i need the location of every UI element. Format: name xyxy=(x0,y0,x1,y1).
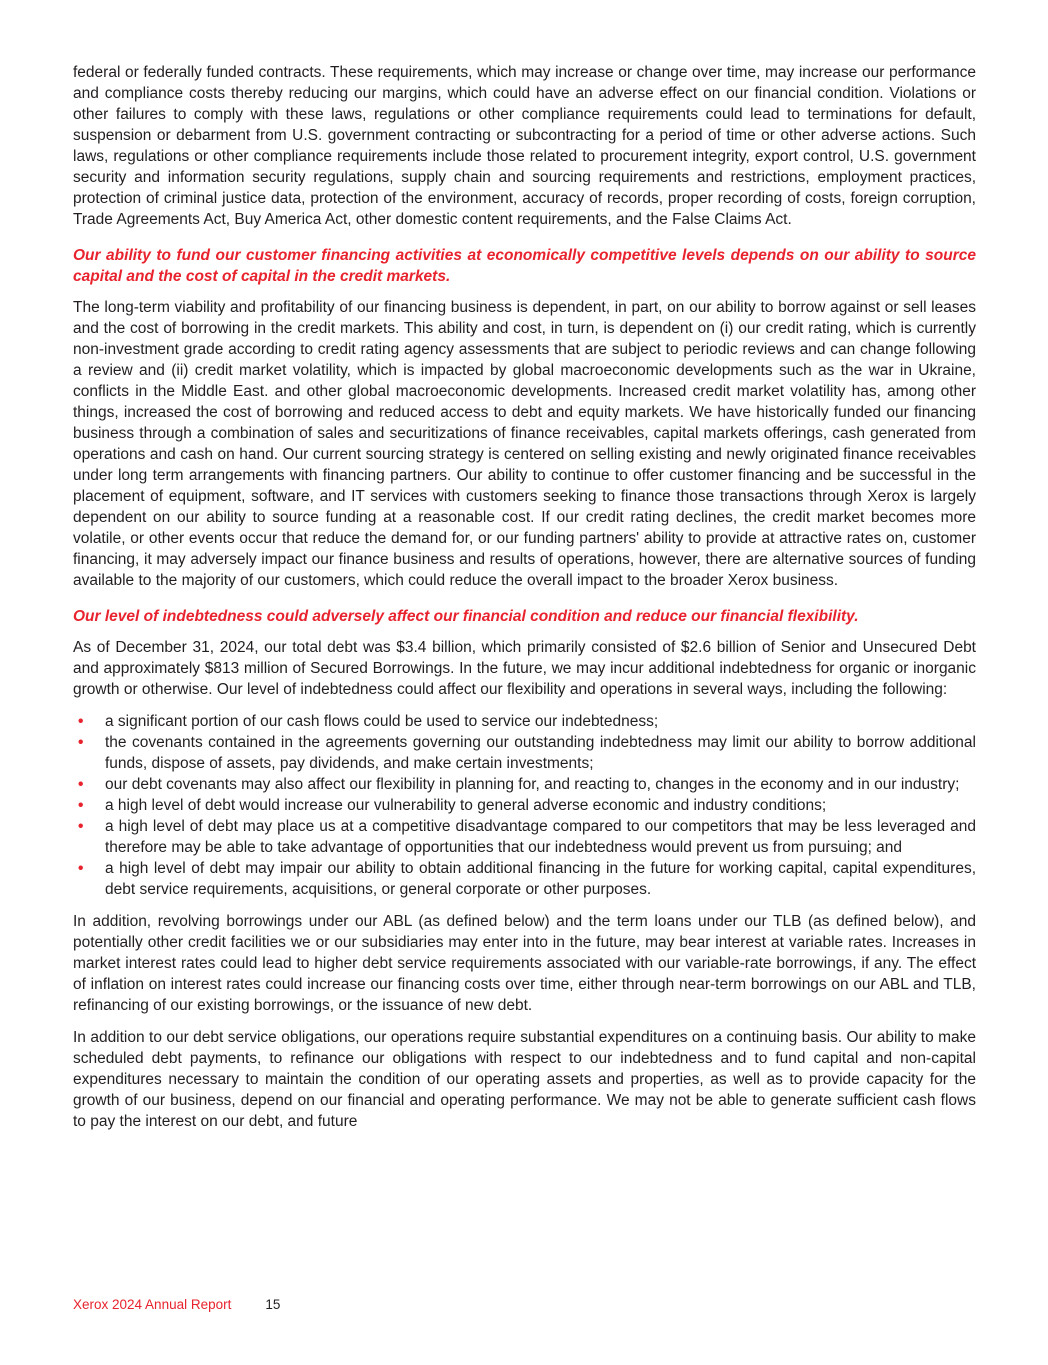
list-item xyxy=(73,795,976,816)
footer-report-title: Xerox 2024 Annual Report xyxy=(73,1297,232,1312)
bullet-icon: • xyxy=(78,860,84,877)
bullet-text: a high level of debt may impair our ability to obtain additional financing in the future for working capital, capital expenditures, debt service requirements, acquisitions, or general corporate or other purposes. xyxy=(105,860,976,898)
bullet-icon: • xyxy=(78,818,84,835)
risk-heading-indebtedness: Our level of indebtedness could adversely affect our financial condition and reduce our financial flexibility. xyxy=(73,608,859,625)
paragraph-variable-rates: In addition, revolving borrowings under our ABL (as defined below) and the term loans under our TLB (as defined below), and potentially other credit facilities we or our subsidiaries may enter into in the future, may bear interest at variable rates. Increases in market interest rates could lead to higher debt service requirements associated with our variable-rate borrowings, if any. The effect of inflation on interest rates could increase our financing costs over time, either through near-term borrowings on our ABL and TLB, refinancing of our existing borrowings, or the issuance of new debt. xyxy=(73,913,976,1014)
paragraph-government-contracts: federal or federally funded contracts. These requirements, which may increase or change over time, may increase our performance and compliance costs thereby reducing our margins, which could have an adverse effect on our financial condition. Violations or other failures to comply with these laws, regulations or other compliance requirements could lead to terminations for default, suspension or debarment from U.S. government contracting or subcontracting for a period of time or other adverse actions. Such laws, regulations or other compliance requirements include those related to procurement integrity, export control, U.S. government security and information security regulations, supply chain and sourcing requirements and restrictions, employment practices, protection of criminal justice data, protection of the environment, accuracy of records, proper recording of costs, foreign corruption, Trade Agreements Act, Buy America Act, other domestic content requirements, and the False Claims Act. xyxy=(73,64,976,228)
page-footer xyxy=(73,1296,280,1313)
bullet-text: a high level of debt would increase our vulnerability to general adverse economic and industry conditions; xyxy=(105,797,827,814)
bullet-icon: • xyxy=(78,776,84,793)
list-item xyxy=(73,858,976,900)
paragraph-total-debt: As of December 31, 2024, our total debt was $3.4 billion, which primarily consisted of $2.6 billion of Senior and Unsecured Debt and approximately $813 million of Secured Borrowings. In the future, we may incur additional indebtedness for organic or inorganic growth or otherwise. Our level of indebtedness could affect our flexibility and operations in several ways, including the following: xyxy=(73,639,976,698)
risk-heading-customer-financing: Our ability to fund our customer financing activities at economically competitive levels depends on our ability to source capital and the cost of capital in the credit markets. xyxy=(73,247,976,285)
list-item xyxy=(73,816,976,858)
list-item xyxy=(73,732,976,774)
bullet-text: our debt covenants may also affect our flexibility in planning for, and reacting to, changes in the economy and in our industry; xyxy=(105,776,960,793)
bullet-icon: • xyxy=(78,734,84,751)
paragraph-debt-obligations: In addition to our debt service obligations, our operations require substantial expenditures on a continuing basis. Our ability to make scheduled debt payments, to refinance our obligations with respect to our indebtedness and to fund capital and non-capital expenditures necessary to maintain the condition of our operating assets and properties, as well as to provide capacity for the growth of our business, depend on our financial and operating performance. We may not be able to generate sufficient cash flows to pay the interest on our debt, and future xyxy=(73,1029,976,1130)
list-item xyxy=(73,711,976,732)
indebtedness-bullet-list xyxy=(73,711,976,900)
list-item xyxy=(73,774,976,795)
page-content xyxy=(73,62,976,1143)
bullet-text: the covenants contained in the agreements governing our outstanding indebtedness may limit our ability to borrow additional funds, dispose of assets, pay dividends, and make certain investments; xyxy=(105,734,976,772)
paragraph-financing-business: The long-term viability and profitability of our financing business is dependent, in part, on our ability to borrow against or sell leases and the cost of borrowing in the credit markets. This ability and cost, in turn, is dependent on (i) our credit rating, which is currently non-investment grade according to credit rating agency assessments that are subject to periodic reviews and can change following a review and (ii) credit market volatility, which is impacted by global macroeconomic developments such as the war in Ukraine, conflicts in the Middle East. and other global macroeconomic developments. Increased credit market volatility has, among other things, increased the cost of borrowing and reduced access to debt and equity markets. We have historically funded our financing business through a combination of sales and securitizations of finance receivables, capital markets offerings, cash generated from operations and cash on hand. Our current sourcing strategy is centered on selling existing and newly originated finance receivables under long term arrangements with financing partners. Our ability to continue to offer customer financing and be successful in the placement of equipment, software, and IT services with customers seeking to finance those transactions through Xerox is largely dependent on our ability to source funding at a reasonable cost. If our credit rating declines, the credit market becomes more volatile, or other events occur that reduce the demand for, or our funding partners' ability to provide at attractive rates on, customer financing, it may adversely impact our finance business and results of operations, however, there are alternative sources of funding available to the majority of our customers, which could reduce the overall impact to the broader Xerox business. xyxy=(73,299,976,589)
bullet-icon: • xyxy=(78,713,84,730)
bullet-text: a significant portion of our cash flows could be used to service our indebtedness; xyxy=(105,713,659,730)
footer-page-number: 15 xyxy=(265,1297,281,1312)
bullet-icon: • xyxy=(78,797,84,814)
bullet-text: a high level of debt may place us at a competitive disadvantage compared to our competitors that may be less leveraged and therefore may be able to take advantage of opportunities that our indebtedness would prevent us from pursuing; and xyxy=(105,818,976,856)
